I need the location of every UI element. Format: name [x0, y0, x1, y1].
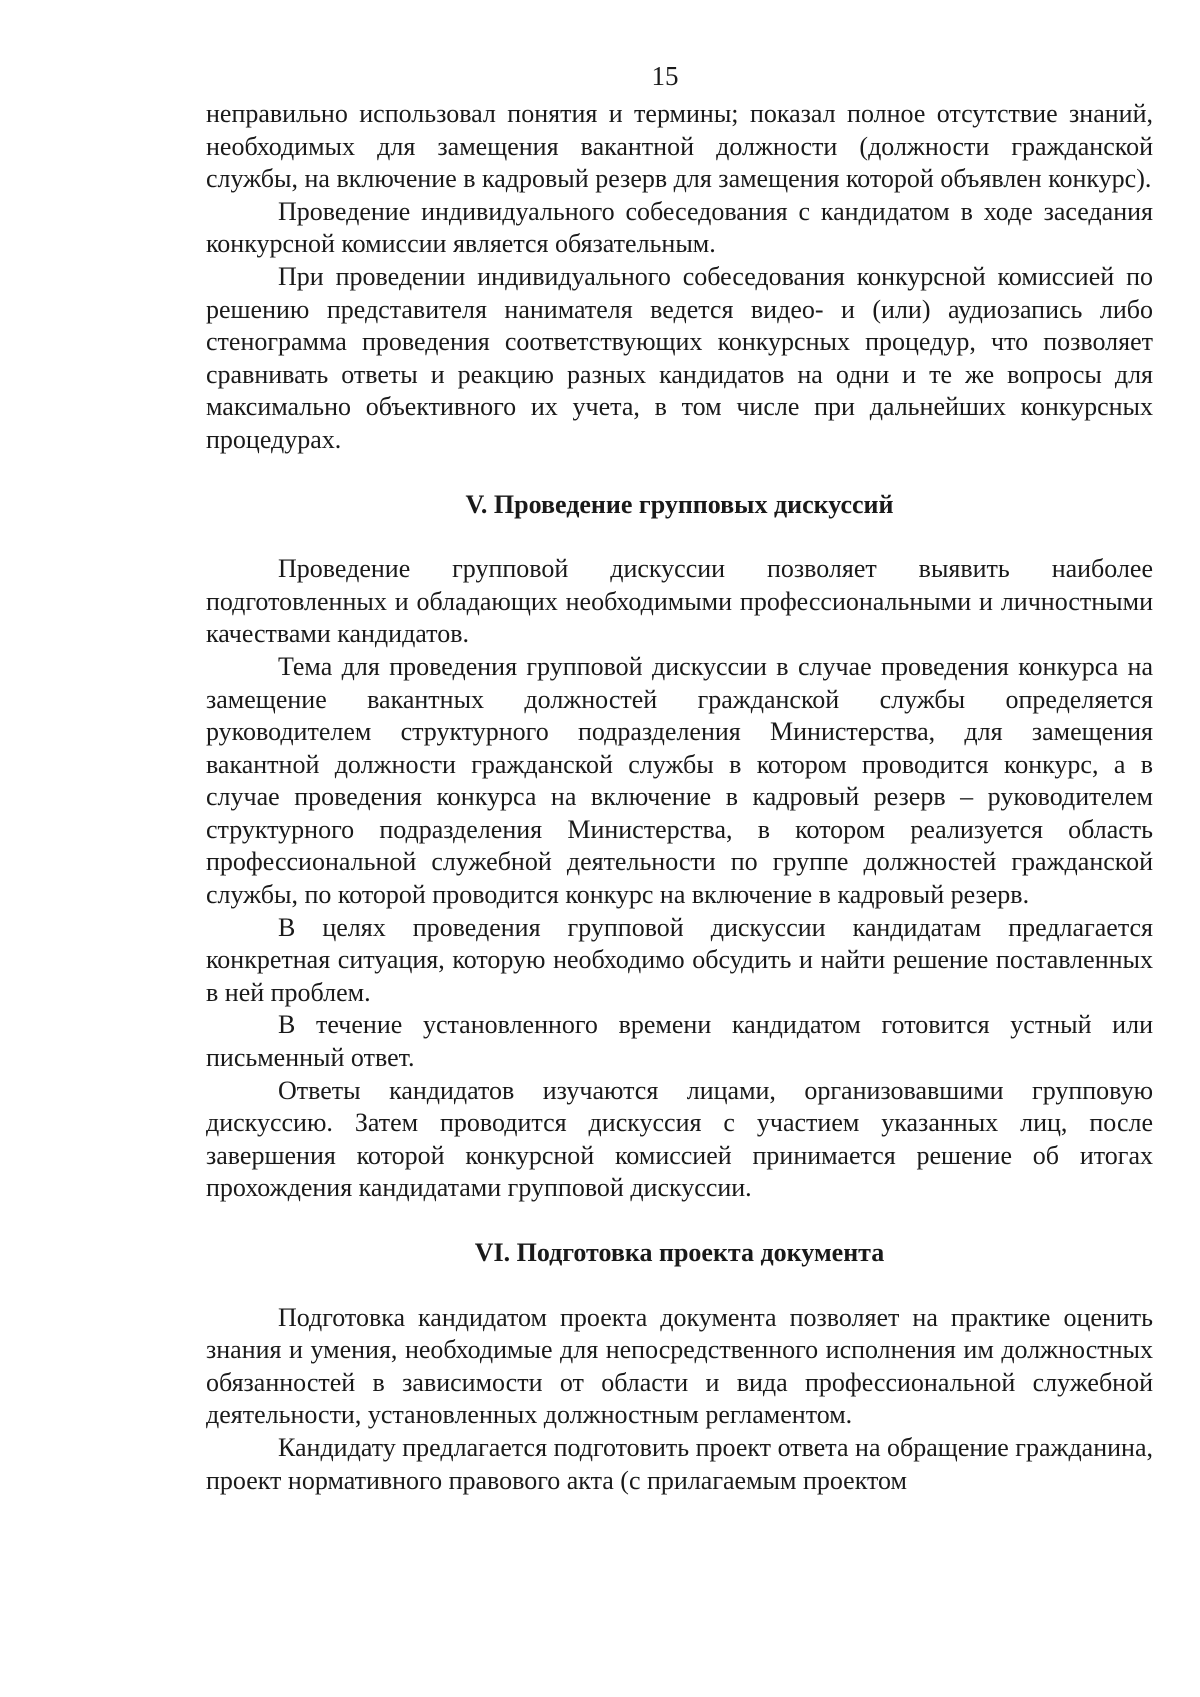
paragraph-5: Тема для проведения групповой дискуссии в случае проведения конкурса на замещение вакантных должностей гражданской службы определяется руководителем структурного подразделения Министерства, для замещения вакантной должности гражданской службы в котором проводится конкурс, а в случае проведения конкурса на включение в кадровый резерв – руководителем структурного подразделения Министерства, в котором реализуется область профессиональной служебной деятельности по группе должностей гражданской службы, по которой проводится конкурс на включение в кадровый резерв. [206, 651, 1153, 910]
paragraph-9: Подготовка кандидатом проекта документа позволяет на практике оценить знания и умения, необходимые для непосредственного исполнения им должностных обязанностей в зависимости от области и вида профессиональной служебной деятельности, установленных должностным регламентом. [206, 1302, 1153, 1430]
paragraph-2: Проведение индивидуального собеседования с кандидатом в ходе заседания конкурсной комиссии является обязательным. [206, 196, 1153, 259]
spacer [206, 521, 1153, 553]
spacer [206, 457, 1153, 489]
paragraph-3: При проведении индивидуального собеседования конкурсной комиссией по решению представителя нанимателя ведется видео- и (или) аудиозапись либо стенограмма проведения соответствующих конкурсных процедур, что позволяет сравнивать ответы и реакцию разных кандидатов на одни и те же вопросы для максимально объективного их учета, в том числе при дальнейших конкурсных процедурах. [206, 261, 1153, 454]
document-body [206, 98, 1153, 1497]
section-heading-vi: VI. Подготовка проекта документа [474, 1238, 885, 1267]
paragraph-8: Ответы кандидатов изучаются лицами, организовавшими групповую дискуссию. Затем проводится дискуссия с участием указанных лиц, после завершения которой конкурсной комиссией принимается решение об итогах прохождения кандидатами групповой дискуссии. [206, 1075, 1153, 1203]
spacer [206, 1270, 1153, 1302]
paragraph-6: В целях проведения групповой дискуссии кандидатам предлагается конкретная ситуация, которую необходимо обсудить и найти решение поставленных в ней проблем. [206, 912, 1153, 1007]
section-heading-v: V. Проведение групповых дискуссий [465, 489, 894, 519]
paragraph-4: Проведение групповой дискуссии позволяет выявить наиболее подготовленных и обладающих необходимыми профессиональными и личностными качествами кандидатов. [206, 554, 1153, 649]
paragraph-7: В течение установленного времени кандидатом готовится устный или письменный ответ. [206, 1010, 1153, 1073]
paragraph-1: неправильно использовал понятия и термины; показал полное отсутствие знаний, необходимых для замещения вакантной должности (должности гражданской службы, на включение в кадровый резерв для замещения которой объявлен конкурс). [206, 99, 1153, 194]
paragraph-10: Кандидату предлагается подготовить проект ответа на обращение гражданина, проект нормативного правового акта (с прилагаемым проектом [206, 1432, 1153, 1495]
spacer [206, 1205, 1153, 1237]
page-number: 15 [651, 61, 679, 91]
